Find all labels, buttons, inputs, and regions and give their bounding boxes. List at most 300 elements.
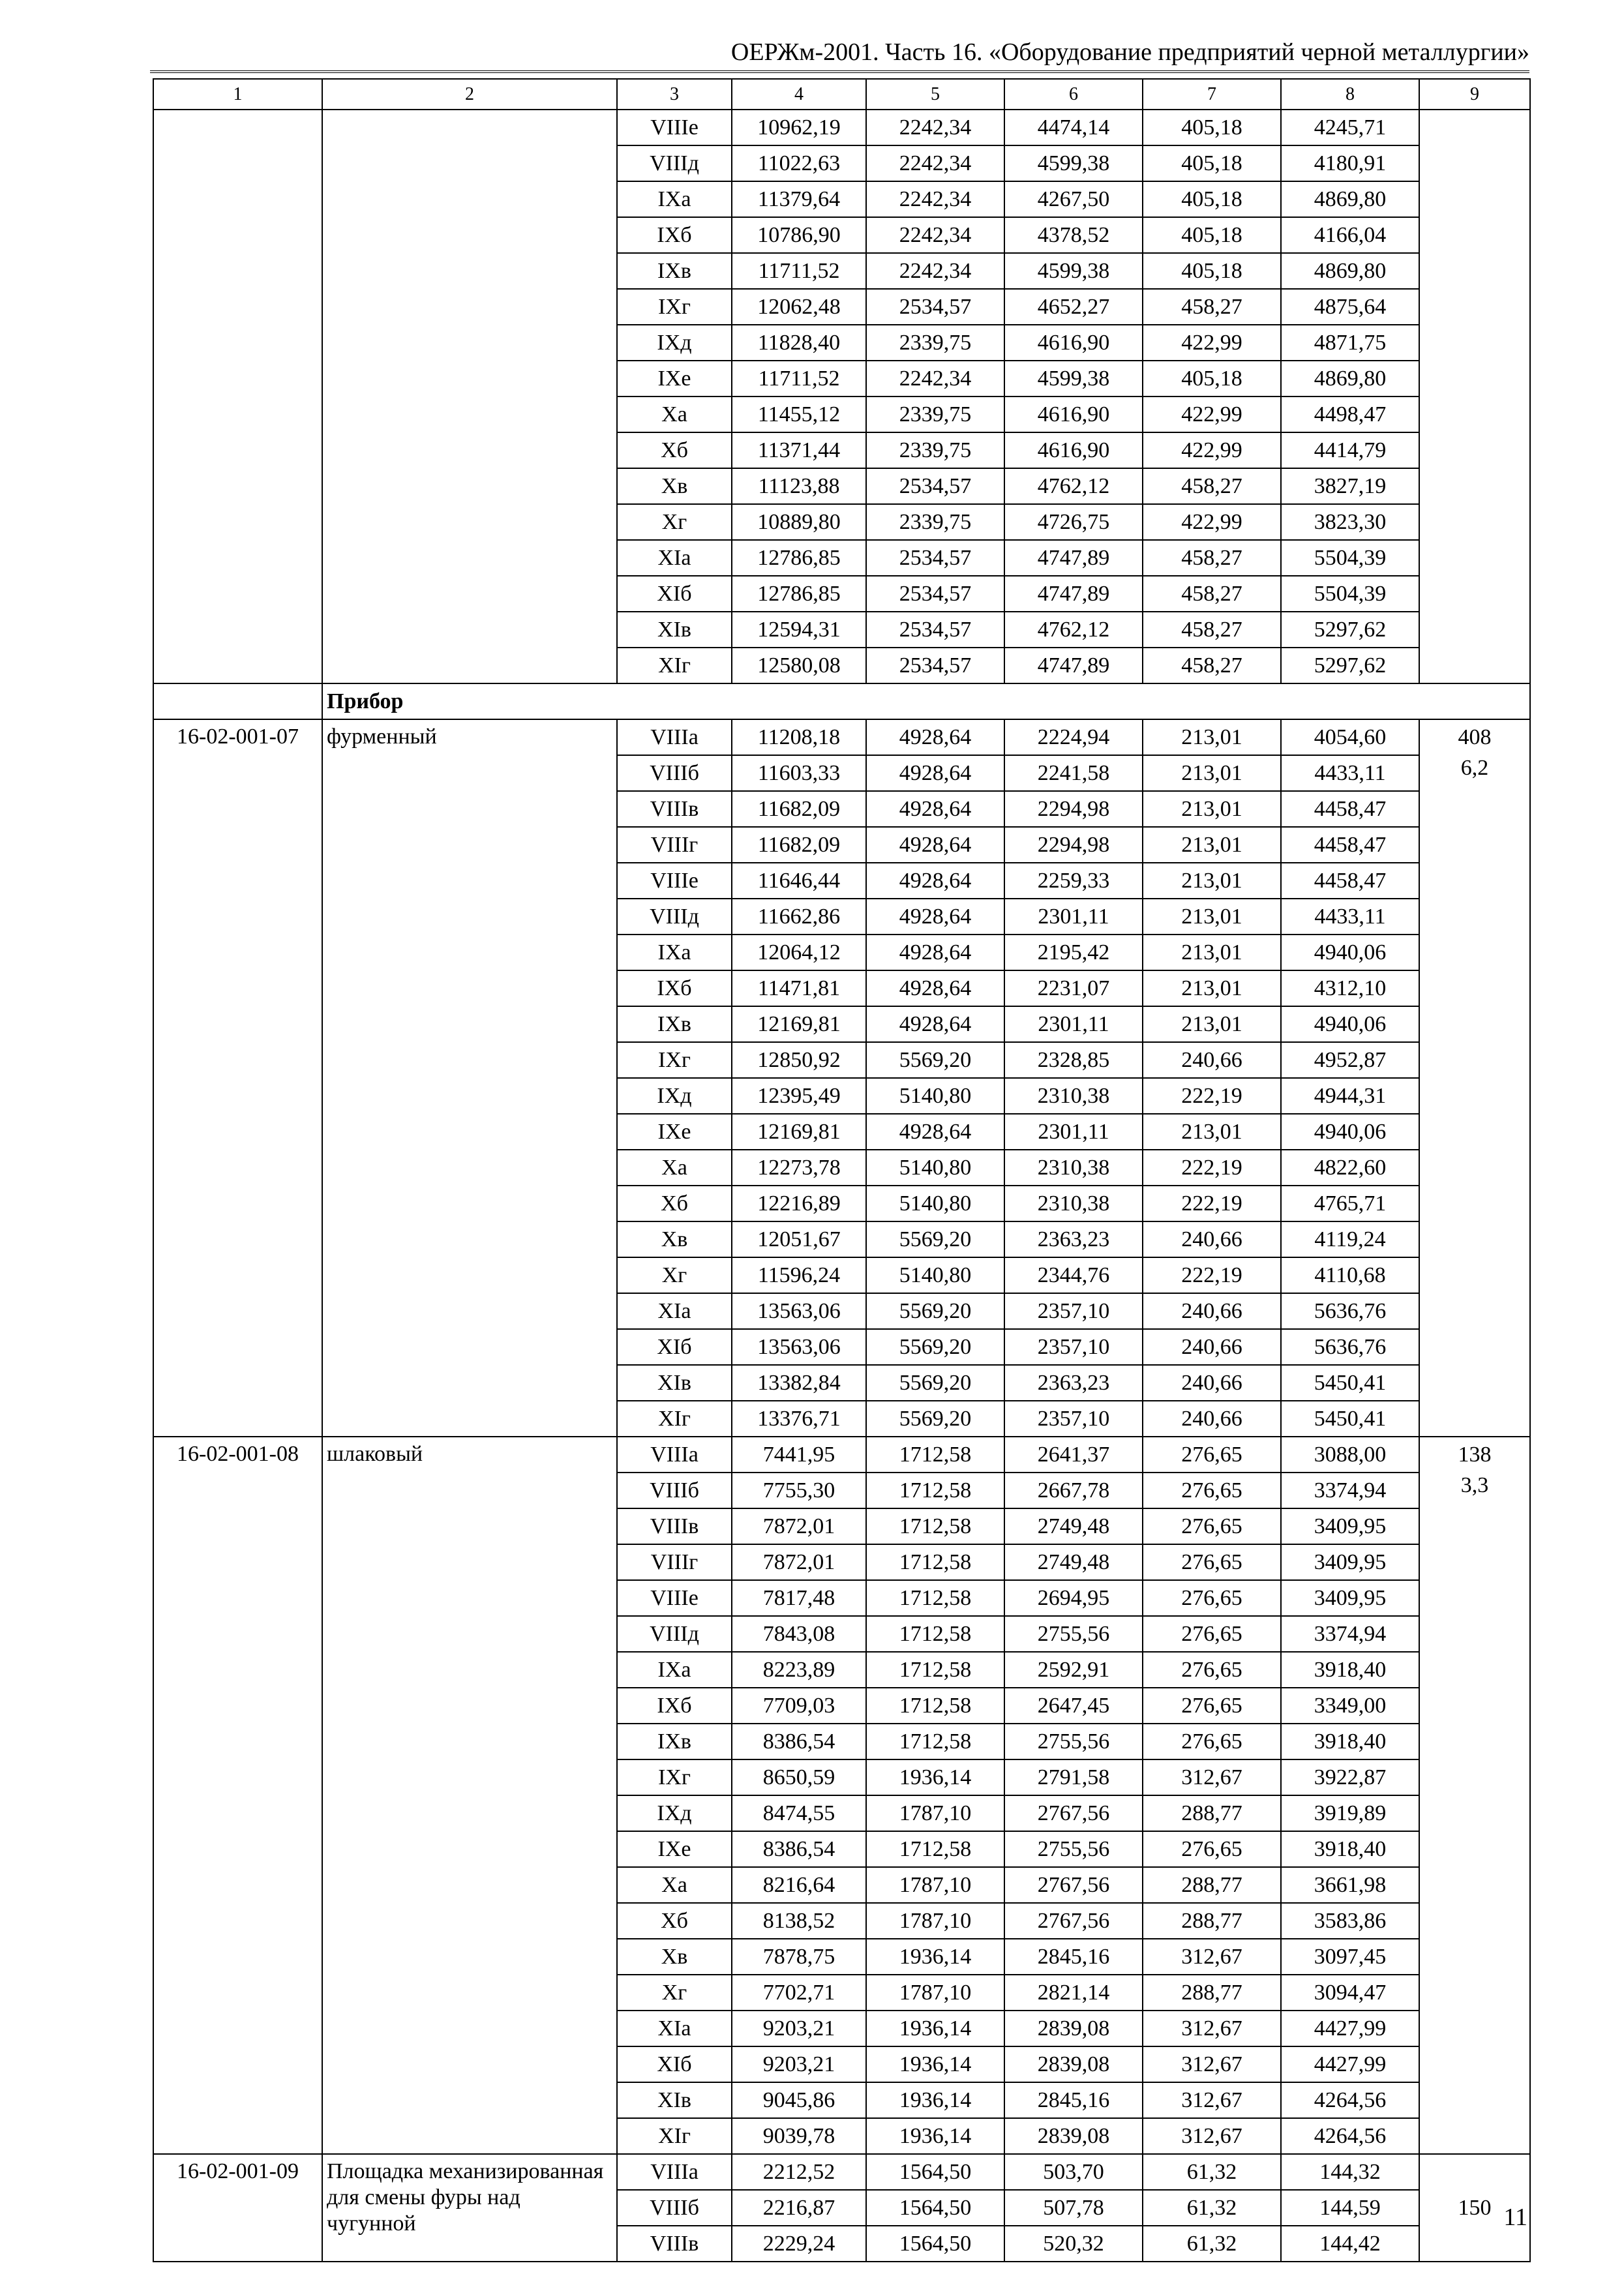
machinist-wages-cell: 276,65: [1143, 1437, 1281, 1473]
wages-cell: 1712,58: [866, 1473, 1004, 1508]
machines-cell: 2694,95: [1004, 1580, 1143, 1616]
machines-cell: 2310,38: [1004, 1150, 1143, 1186]
machines-cell: 4747,89: [1004, 648, 1143, 683]
wages-cell: 5569,20: [866, 1293, 1004, 1329]
norm-code-cell: IXв: [617, 253, 732, 289]
materials-cell: 4869,80: [1281, 253, 1419, 289]
norm-code-cell: XIa: [617, 2011, 732, 2046]
wages-cell: 2339,75: [866, 396, 1004, 432]
total-cost-cell: 12786,85: [732, 540, 866, 576]
machines-cell: 2231,07: [1004, 970, 1143, 1006]
total-cost-cell: 11662,86: [732, 899, 866, 935]
total-cost-cell: 11596,24: [732, 1257, 866, 1293]
weight-cell: 408: [1419, 719, 1530, 755]
materials-cell: 3094,47: [1281, 1975, 1419, 2011]
wages-cell: 2242,34: [866, 253, 1004, 289]
materials-cell: 4940,06: [1281, 1114, 1419, 1150]
table-row: [153, 110, 1530, 145]
machines-cell: 2749,48: [1004, 1544, 1143, 1580]
weight-cell: 3,3: [1419, 1473, 1530, 2154]
wages-cell: 4928,64: [866, 719, 1004, 755]
machines-cell: 2363,23: [1004, 1221, 1143, 1257]
norm-code-cell: XIб: [617, 576, 732, 612]
total-cost-cell: 12216,89: [732, 1186, 866, 1221]
materials-cell: 3409,95: [1281, 1508, 1419, 1544]
norm-code-cell: IXб: [617, 1688, 732, 1724]
total-cost-cell: 8216,64: [732, 1867, 866, 1903]
materials-cell: 4765,71: [1281, 1186, 1419, 1221]
machinist-wages-cell: 240,66: [1143, 1401, 1281, 1437]
page-number: 11: [1503, 2204, 1527, 2231]
total-cost-cell: 12064,12: [732, 935, 866, 970]
machines-cell: 520,32: [1004, 2226, 1143, 2262]
materials-cell: 4264,56: [1281, 2082, 1419, 2118]
materials-cell: 3918,40: [1281, 1652, 1419, 1688]
machines-cell: 2301,11: [1004, 899, 1143, 935]
materials-cell: 4869,80: [1281, 361, 1419, 396]
materials-cell: 3409,95: [1281, 1580, 1419, 1616]
machinist-wages-cell: 276,65: [1143, 1580, 1281, 1616]
machinist-wages-cell: 405,18: [1143, 145, 1281, 181]
norm-code-cell: Xг: [617, 1975, 732, 2011]
total-cost-cell: 12062,48: [732, 289, 866, 325]
norm-code-cell: IXб: [617, 217, 732, 253]
machinist-wages-cell: 240,66: [1143, 1221, 1281, 1257]
machines-cell: 4726,75: [1004, 504, 1143, 540]
materials-cell: 3097,45: [1281, 1939, 1419, 1975]
machinist-wages-cell: 458,27: [1143, 540, 1281, 576]
norm-code-cell: IXe: [617, 1114, 732, 1150]
machines-cell: 4599,38: [1004, 145, 1143, 181]
norm-code-cell: IXд: [617, 1078, 732, 1114]
total-cost-cell: 7702,71: [732, 1975, 866, 2011]
machines-cell: 2310,38: [1004, 1186, 1143, 1221]
wages-cell: 2339,75: [866, 504, 1004, 540]
wages-cell: 2534,57: [866, 540, 1004, 576]
wages-cell: 1936,14: [866, 2118, 1004, 2154]
wages-cell: 2339,75: [866, 325, 1004, 361]
materials-cell: 4944,31: [1281, 1078, 1419, 1114]
machines-cell: 2845,16: [1004, 1939, 1143, 1975]
total-cost-cell: 13563,06: [732, 1293, 866, 1329]
code-cell: 16-02-001-07: [153, 719, 322, 1437]
machinist-wages-cell: 458,27: [1143, 289, 1281, 325]
wages-cell: 1564,50: [866, 2154, 1004, 2190]
norm-code-cell: XIб: [617, 1329, 732, 1365]
norm-code-cell: IXa: [617, 935, 732, 970]
machinist-wages-cell: 222,19: [1143, 1186, 1281, 1221]
column-header: 5: [866, 79, 1004, 110]
materials-cell: 5504,39: [1281, 576, 1419, 612]
machinist-wages-cell: 458,27: [1143, 648, 1281, 683]
machinist-wages-cell: 405,18: [1143, 253, 1281, 289]
total-cost-cell: 2212,52: [732, 2154, 866, 2190]
wages-cell: 2339,75: [866, 432, 1004, 468]
total-cost-cell: 12850,92: [732, 1042, 866, 1078]
norm-code-cell: XIг: [617, 1401, 732, 1437]
wages-cell: 1936,14: [866, 1759, 1004, 1795]
running-header: [150, 38, 1529, 73]
machinist-wages-cell: 422,99: [1143, 504, 1281, 540]
wages-cell: 1936,14: [866, 2082, 1004, 2118]
machinist-wages-cell: 312,67: [1143, 2046, 1281, 2082]
norm-code-cell: VIIIa: [617, 2154, 732, 2190]
code-cell: [153, 110, 322, 683]
total-cost-cell: 11646,44: [732, 863, 866, 899]
materials-cell: 3918,40: [1281, 1724, 1419, 1759]
total-cost-cell: 12580,08: [732, 648, 866, 683]
norm-code-cell: VIIIд: [617, 1616, 732, 1652]
column-header: 1: [153, 79, 322, 110]
wages-cell: 4928,64: [866, 970, 1004, 1006]
machinist-wages-cell: 276,65: [1143, 1724, 1281, 1759]
total-cost-cell: 11711,52: [732, 253, 866, 289]
machines-cell: 2357,10: [1004, 1293, 1143, 1329]
machines-cell: 2310,38: [1004, 1078, 1143, 1114]
machinist-wages-cell: 213,01: [1143, 970, 1281, 1006]
norm-code-cell: Xг: [617, 1257, 732, 1293]
wages-cell: 5569,20: [866, 1401, 1004, 1437]
machinist-wages-cell: 213,01: [1143, 791, 1281, 827]
norm-code-cell: Xв: [617, 468, 732, 504]
materials-cell: 4110,68: [1281, 1257, 1419, 1293]
machines-cell: 4747,89: [1004, 540, 1143, 576]
section-blank-cell: [153, 683, 322, 719]
total-cost-cell: 2216,87: [732, 2190, 866, 2226]
norm-code-cell: IXe: [617, 1831, 732, 1867]
norm-code-cell: VIIIд: [617, 145, 732, 181]
machinist-wages-cell: 276,65: [1143, 1508, 1281, 1544]
machines-cell: 2328,85: [1004, 1042, 1143, 1078]
machinist-wages-cell: 312,67: [1143, 1759, 1281, 1795]
wages-cell: 1712,58: [866, 1688, 1004, 1724]
norm-code-cell: IXг: [617, 1759, 732, 1795]
table-row: [153, 1437, 1530, 1473]
norm-code-cell: XIг: [617, 2118, 732, 2154]
machinist-wages-cell: 276,65: [1143, 1616, 1281, 1652]
total-cost-cell: 10889,80: [732, 504, 866, 540]
machinist-wages-cell: 288,77: [1143, 1903, 1281, 1939]
norm-code-cell: Xг: [617, 504, 732, 540]
total-cost-cell: 11711,52: [732, 361, 866, 396]
machinist-wages-cell: 405,18: [1143, 361, 1281, 396]
wages-cell: 1712,58: [866, 1508, 1004, 1544]
section-row: [153, 683, 1530, 719]
materials-cell: 4875,64: [1281, 289, 1419, 325]
machinist-wages-cell: 276,65: [1143, 1831, 1281, 1867]
total-cost-cell: 8650,59: [732, 1759, 866, 1795]
total-cost-cell: 7709,03: [732, 1688, 866, 1724]
norm-code-cell: IXв: [617, 1006, 732, 1042]
total-cost-cell: 11022,63: [732, 145, 866, 181]
total-cost-cell: 10786,90: [732, 217, 866, 253]
norm-code-cell: IXд: [617, 325, 732, 361]
materials-cell: 4433,11: [1281, 755, 1419, 791]
materials-cell: 3374,94: [1281, 1616, 1419, 1652]
norm-code-cell: IXг: [617, 289, 732, 325]
total-cost-cell: 10962,19: [732, 110, 866, 145]
total-cost-cell: 8138,52: [732, 1903, 866, 1939]
wages-cell: 1712,58: [866, 1616, 1004, 1652]
machines-cell: 507,78: [1004, 2190, 1143, 2226]
wages-cell: 1936,14: [866, 1939, 1004, 1975]
norm-code-cell: Xв: [617, 1221, 732, 1257]
column-header: 3: [617, 79, 732, 110]
machines-cell: 2259,33: [1004, 863, 1143, 899]
materials-cell: 4822,60: [1281, 1150, 1419, 1186]
wages-cell: 5569,20: [866, 1329, 1004, 1365]
total-cost-cell: 12169,81: [732, 1114, 866, 1150]
weight-cell: 150: [1419, 2154, 1530, 2262]
machinist-wages-cell: 312,67: [1143, 1939, 1281, 1975]
total-cost-cell: 7755,30: [732, 1473, 866, 1508]
machinist-wages-cell: 422,99: [1143, 432, 1281, 468]
wages-cell: 1712,58: [866, 1580, 1004, 1616]
wages-cell: 4928,64: [866, 827, 1004, 863]
machinist-wages-cell: 405,18: [1143, 110, 1281, 145]
materials-cell: 4264,56: [1281, 2118, 1419, 2154]
norm-code-cell: Xб: [617, 432, 732, 468]
machinist-wages-cell: 240,66: [1143, 1365, 1281, 1401]
wages-cell: 1712,58: [866, 1724, 1004, 1759]
total-cost-cell: 9203,21: [732, 2046, 866, 2082]
total-cost-cell: 2229,24: [732, 2226, 866, 2262]
materials-cell: 144,59: [1281, 2190, 1419, 2226]
name-cell: шлаковый: [322, 1437, 617, 2154]
weight-cell: 138: [1419, 1437, 1530, 1473]
machines-cell: 4747,89: [1004, 576, 1143, 612]
norm-code-cell: Xa: [617, 396, 732, 432]
materials-cell: 3374,94: [1281, 1473, 1419, 1508]
materials-cell: 4458,47: [1281, 863, 1419, 899]
total-cost-cell: 8386,54: [732, 1831, 866, 1867]
machinist-wages-cell: 213,01: [1143, 827, 1281, 863]
materials-cell: 4869,80: [1281, 181, 1419, 217]
machines-cell: 2755,56: [1004, 1831, 1143, 1867]
total-cost-cell: 9203,21: [732, 2011, 866, 2046]
machinist-wages-cell: 276,65: [1143, 1688, 1281, 1724]
machinist-wages-cell: 61,32: [1143, 2190, 1281, 2226]
machinist-wages-cell: 312,67: [1143, 2011, 1281, 2046]
machinist-wages-cell: 240,66: [1143, 1329, 1281, 1365]
wages-cell: 1787,10: [866, 1795, 1004, 1831]
total-cost-cell: 13376,71: [732, 1401, 866, 1437]
machines-cell: 2641,37: [1004, 1437, 1143, 1473]
machines-cell: 2294,98: [1004, 791, 1143, 827]
materials-cell: 4940,06: [1281, 1006, 1419, 1042]
materials-cell: 5636,76: [1281, 1293, 1419, 1329]
name-cell: фурменный: [322, 719, 617, 1437]
table-body: [153, 79, 1530, 2262]
machines-cell: 2755,56: [1004, 1724, 1143, 1759]
name-cell: [322, 110, 617, 683]
wages-cell: 1936,14: [866, 2011, 1004, 2046]
machinist-wages-cell: 422,99: [1143, 325, 1281, 361]
machinist-wages-cell: 213,01: [1143, 1114, 1281, 1150]
materials-cell: 144,42: [1281, 2226, 1419, 2262]
total-cost-cell: 7817,48: [732, 1580, 866, 1616]
norm-code-cell: Xб: [617, 1186, 732, 1221]
table-row: [153, 719, 1530, 755]
wages-cell: 5140,80: [866, 1257, 1004, 1293]
norm-code-cell: VIIIa: [617, 719, 732, 755]
norm-code-cell: Xв: [617, 1939, 732, 1975]
materials-cell: 3922,87: [1281, 1759, 1419, 1795]
machines-cell: 2767,56: [1004, 1867, 1143, 1903]
column-header: 7: [1143, 79, 1281, 110]
machines-cell: 2839,08: [1004, 2118, 1143, 2154]
machines-cell: 2767,56: [1004, 1795, 1143, 1831]
norm-code-cell: VIIIб: [617, 2190, 732, 2226]
machines-cell: 2195,42: [1004, 935, 1143, 970]
wages-cell: 4928,64: [866, 863, 1004, 899]
materials-cell: 4498,47: [1281, 396, 1419, 432]
materials-cell: 4054,60: [1281, 719, 1419, 755]
materials-cell: 3349,00: [1281, 1688, 1419, 1724]
norm-code-cell: IXб: [617, 970, 732, 1006]
total-cost-cell: 11603,33: [732, 755, 866, 791]
machines-cell: 4378,52: [1004, 217, 1143, 253]
norm-code-cell: VIIIб: [617, 755, 732, 791]
norm-code-cell: XIв: [617, 612, 732, 648]
machines-cell: 2344,76: [1004, 1257, 1143, 1293]
total-cost-cell: 12273,78: [732, 1150, 866, 1186]
machines-cell: 4616,90: [1004, 432, 1143, 468]
materials-cell: 4427,99: [1281, 2046, 1419, 2082]
machinist-wages-cell: 61,32: [1143, 2154, 1281, 2190]
column-header: 6: [1004, 79, 1143, 110]
machines-cell: 2767,56: [1004, 1903, 1143, 1939]
total-cost-cell: 11682,09: [732, 827, 866, 863]
header-title: ОЕРЖм-2001. Часть 16. «Оборудование предприятий черной металлургии»: [730, 38, 1529, 66]
materials-cell: 4952,87: [1281, 1042, 1419, 1078]
materials-cell: 3661,98: [1281, 1867, 1419, 1903]
machinist-wages-cell: 405,18: [1143, 217, 1281, 253]
wages-cell: 2242,34: [866, 145, 1004, 181]
machinist-wages-cell: 240,66: [1143, 1042, 1281, 1078]
wages-cell: 2534,57: [866, 648, 1004, 683]
norm-code-cell: Xa: [617, 1867, 732, 1903]
norm-code-cell: XIв: [617, 1365, 732, 1401]
code-cell: 16-02-001-09: [153, 2154, 322, 2262]
wages-cell: 1712,58: [866, 1652, 1004, 1688]
norm-code-cell: VIIIд: [617, 899, 732, 935]
total-cost-cell: 11123,88: [732, 468, 866, 504]
norm-code-cell: VIIIг: [617, 827, 732, 863]
materials-cell: 3919,89: [1281, 1795, 1419, 1831]
norm-code-cell: VIIIб: [617, 1473, 732, 1508]
machines-cell: 2755,56: [1004, 1616, 1143, 1652]
wages-cell: 1787,10: [866, 1867, 1004, 1903]
norm-code-cell: IXв: [617, 1724, 732, 1759]
machines-cell: 2363,23: [1004, 1365, 1143, 1401]
norm-code-cell: XIa: [617, 1293, 732, 1329]
column-header-row: [153, 79, 1530, 110]
wages-cell: 1712,58: [866, 1544, 1004, 1580]
norm-code-cell: VIIIe: [617, 863, 732, 899]
machines-cell: 2241,58: [1004, 755, 1143, 791]
machinist-wages-cell: 213,01: [1143, 899, 1281, 935]
wages-cell: 5569,20: [866, 1365, 1004, 1401]
machinist-wages-cell: 213,01: [1143, 863, 1281, 899]
machines-cell: 2845,16: [1004, 2082, 1143, 2118]
machines-cell: 2839,08: [1004, 2011, 1143, 2046]
materials-cell: 5450,41: [1281, 1365, 1419, 1401]
machinist-wages-cell: 240,66: [1143, 1293, 1281, 1329]
wages-cell: 1564,50: [866, 2226, 1004, 2262]
wages-cell: 2242,34: [866, 181, 1004, 217]
materials-cell: 4414,79: [1281, 432, 1419, 468]
machinist-wages-cell: 276,65: [1143, 1652, 1281, 1688]
materials-cell: 5504,39: [1281, 540, 1419, 576]
total-cost-cell: 12051,67: [732, 1221, 866, 1257]
machinist-wages-cell: 312,67: [1143, 2082, 1281, 2118]
total-cost-cell: 9039,78: [732, 2118, 866, 2154]
norm-code-cell: VIIIe: [617, 1580, 732, 1616]
machinist-wages-cell: 61,32: [1143, 2226, 1281, 2262]
materials-cell: 4245,71: [1281, 110, 1419, 145]
machines-cell: 2301,11: [1004, 1114, 1143, 1150]
total-cost-cell: 13382,84: [732, 1365, 866, 1401]
materials-cell: 4427,99: [1281, 2011, 1419, 2046]
norm-code-cell: IXг: [617, 1042, 732, 1078]
total-cost-cell: 11371,44: [732, 432, 866, 468]
name-cell: Площадка механизированная для смены фуры над чугунной: [322, 2154, 617, 2262]
total-cost-cell: 11379,64: [732, 181, 866, 217]
machines-cell: 4474,14: [1004, 110, 1143, 145]
norm-code-cell: XIв: [617, 2082, 732, 2118]
materials-cell: 4312,10: [1281, 970, 1419, 1006]
materials-cell: 3583,86: [1281, 1903, 1419, 1939]
machines-cell: 2749,48: [1004, 1508, 1143, 1544]
materials-cell: 4119,24: [1281, 1221, 1419, 1257]
machines-cell: 503,70: [1004, 2154, 1143, 2190]
materials-cell: 4458,47: [1281, 827, 1419, 863]
machines-cell: 4762,12: [1004, 468, 1143, 504]
materials-cell: 5297,62: [1281, 648, 1419, 683]
materials-cell: 4433,11: [1281, 899, 1419, 935]
norm-code-cell: VIIIв: [617, 2226, 732, 2262]
machines-cell: 2224,94: [1004, 719, 1143, 755]
column-header: 2: [322, 79, 617, 110]
total-cost-cell: 8474,55: [732, 1795, 866, 1831]
materials-cell: 5297,62: [1281, 612, 1419, 648]
materials-cell: 4940,06: [1281, 935, 1419, 970]
machines-cell: 4267,50: [1004, 181, 1143, 217]
machinist-wages-cell: 405,18: [1143, 181, 1281, 217]
machinist-wages-cell: 213,01: [1143, 935, 1281, 970]
weight-cell: [1419, 110, 1530, 683]
machinist-wages-cell: 222,19: [1143, 1257, 1281, 1293]
wages-cell: 1936,14: [866, 2046, 1004, 2082]
total-cost-cell: 13563,06: [732, 1329, 866, 1365]
total-cost-cell: 7872,01: [732, 1508, 866, 1544]
total-cost-cell: 7872,01: [732, 1544, 866, 1580]
wages-cell: 2242,34: [866, 361, 1004, 396]
materials-cell: 4458,47: [1281, 791, 1419, 827]
price-table: [153, 78, 1531, 2262]
total-cost-cell: 7441,95: [732, 1437, 866, 1473]
norm-code-cell: VIIIв: [617, 1508, 732, 1544]
machinist-wages-cell: 422,99: [1143, 396, 1281, 432]
wages-cell: 2242,34: [866, 110, 1004, 145]
machines-cell: 2301,11: [1004, 1006, 1143, 1042]
wages-cell: 1712,58: [866, 1831, 1004, 1867]
materials-cell: 3823,30: [1281, 504, 1419, 540]
wages-cell: 1712,58: [866, 1437, 1004, 1473]
wages-cell: 2534,57: [866, 289, 1004, 325]
machinist-wages-cell: 213,01: [1143, 755, 1281, 791]
